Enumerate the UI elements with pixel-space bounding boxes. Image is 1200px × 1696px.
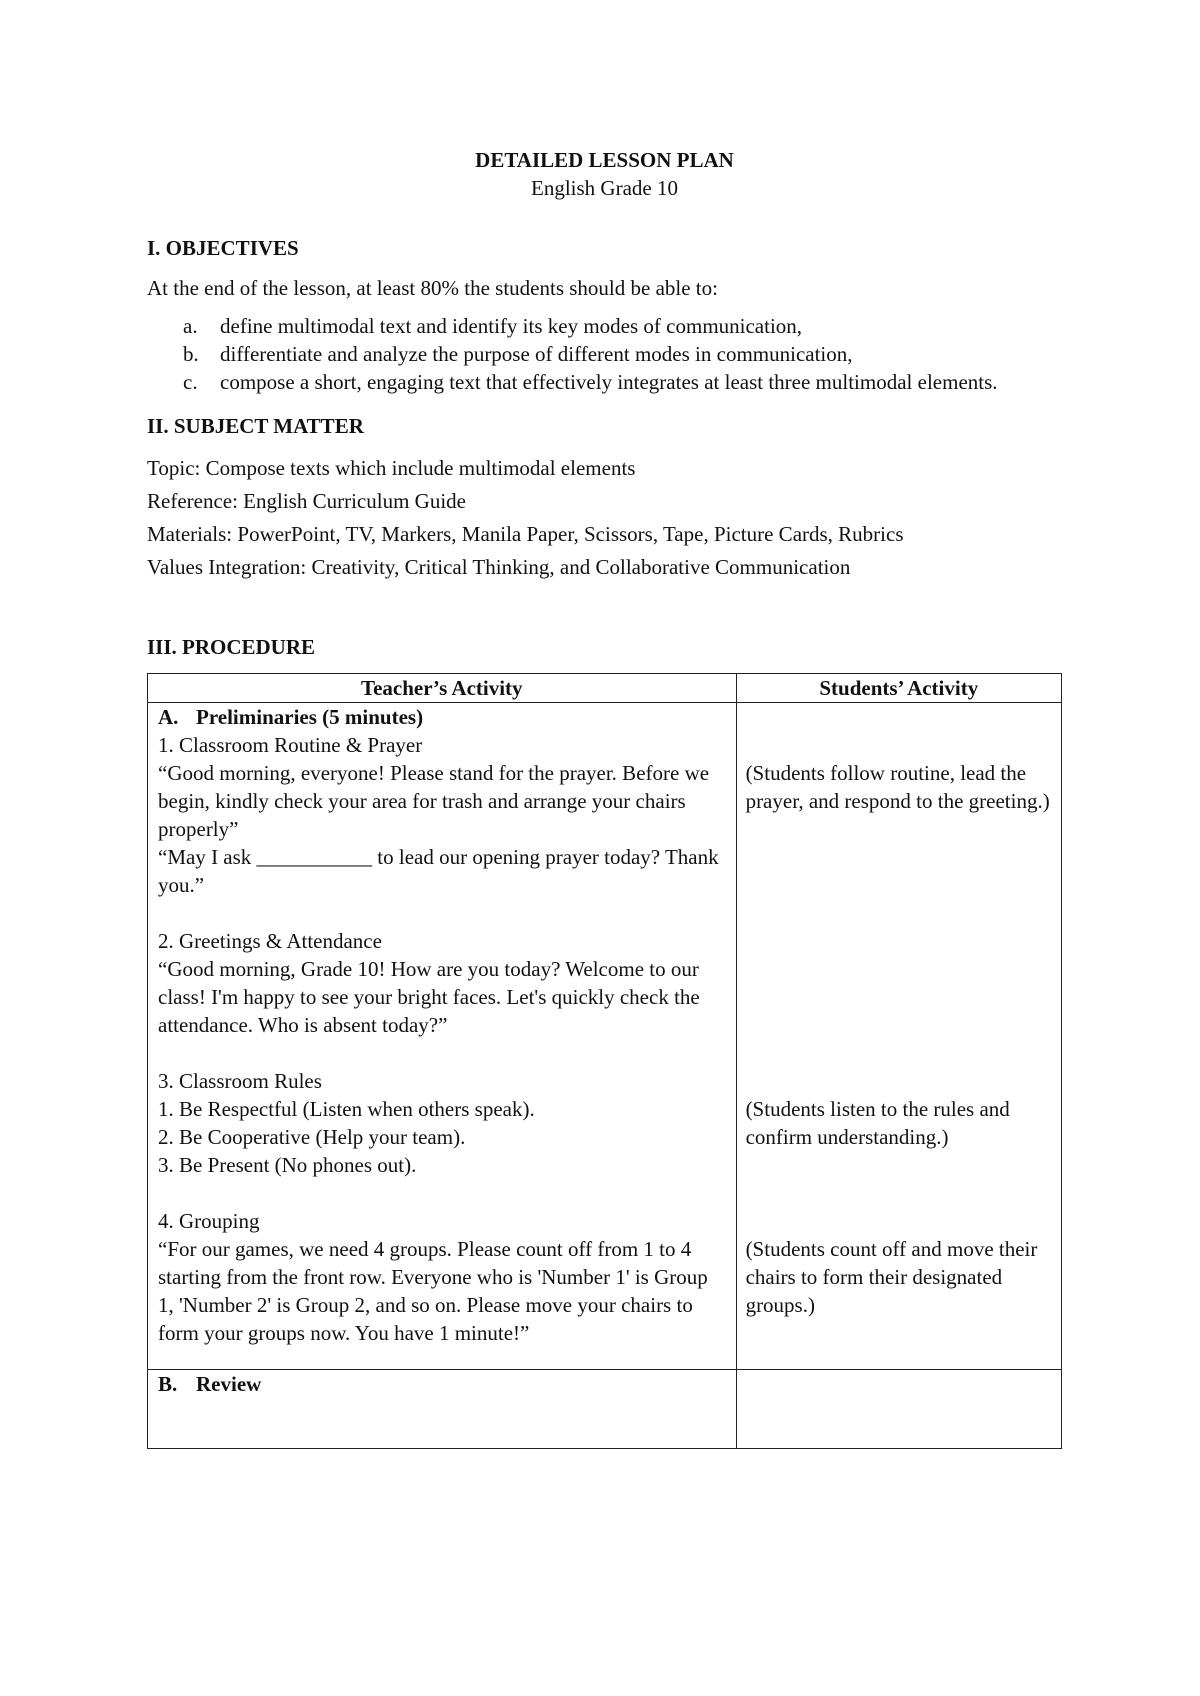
objective-item bbox=[147, 340, 1062, 368]
section-b-letter: B. bbox=[158, 1372, 178, 1396]
objective-marker: c. bbox=[183, 370, 198, 394]
rule-item: 2. Be Cooperative (Help your team). bbox=[158, 1125, 466, 1149]
subject-reference: Reference: English Curriculum Guide bbox=[147, 489, 466, 513]
lesson-plan-page bbox=[147, 140, 1062, 1449]
routine-prayer-request: “May I ask ___________ to lead our opening prayer today? Thank you.” bbox=[158, 845, 719, 897]
students-activity-cell bbox=[736, 703, 1061, 1370]
table-row bbox=[148, 703, 1062, 1370]
teacher-activity-header: Teacher’s Activity bbox=[148, 674, 737, 703]
objectives-list bbox=[147, 312, 1062, 396]
procedure-table bbox=[147, 673, 1062, 1449]
subject-values: Values Integration: Creativity, Critical Thinking, and Collaborative Communication bbox=[147, 555, 851, 579]
table-row bbox=[148, 1370, 1062, 1449]
greetings-text: “Good morning, Grade 10! How are you today? Welcome to our class! I'm happy to see your bright faces. Let's quickly check the attendance. Who is absent today?” bbox=[158, 957, 700, 1037]
section-a-title: Preliminaries (5 minutes) bbox=[196, 705, 424, 729]
subject-matter-block bbox=[147, 452, 1062, 584]
students-activity-header: Students’ Activity bbox=[736, 674, 1061, 703]
routine-title: 1. Classroom Routine & Prayer bbox=[158, 733, 423, 757]
greetings-title: 2. Greetings & Attendance bbox=[158, 929, 382, 953]
grouping-title: 4. Grouping bbox=[158, 1209, 260, 1233]
teacher-activity-cell bbox=[148, 1370, 737, 1449]
students-activity-cell bbox=[736, 1370, 1061, 1449]
subject-materials: Materials: PowerPoint, TV, Markers, Manila Paper, Scissors, Tape, Picture Cards, Rubrics bbox=[147, 522, 904, 546]
subject-topic: Topic: Compose texts which include multimodal elements bbox=[147, 456, 636, 480]
student-response-grouping: (Students count off and move their chairs to form their designated groups.) bbox=[745, 1237, 1038, 1317]
objective-text: define multimodal text and identify its key modes of communication, bbox=[220, 314, 803, 338]
teacher-activity-cell bbox=[148, 703, 737, 1370]
grouping-text: “For our games, we need 4 groups. Please count off from 1 to 4 starting from the front row. Everyone who is 'Number 1' is Group 1, 'Number 2' is Group 2, and so on. Please move your chairs to form your groups now. You have 1 minute!” bbox=[158, 1237, 708, 1345]
section-a-letter: A. bbox=[158, 705, 179, 729]
student-response-rules: (Students listen to the rules and confirm understanding.) bbox=[745, 1097, 1010, 1149]
student-response-routine: (Students follow routine, lead the prayer, and respond to the greeting.) bbox=[745, 761, 1050, 813]
section-b-title: Review bbox=[196, 1372, 262, 1396]
section-b-heading bbox=[158, 1370, 728, 1398]
subject-matter-heading: II. SUBJECT MATTER bbox=[147, 414, 364, 438]
rule-item: 3. Be Present (No phones out). bbox=[158, 1153, 417, 1177]
rule-item: 1. Be Respectful (Listen when others speak). bbox=[158, 1097, 535, 1121]
routine-instruction: “Good morning, everyone! Please stand for the prayer. Before we begin, kindly check your area for trash and arrange your chairs properly” bbox=[158, 761, 710, 841]
objectives-heading: I. OBJECTIVES bbox=[147, 236, 299, 260]
section-a-heading bbox=[158, 703, 728, 731]
table-header-row bbox=[148, 674, 1062, 703]
document-subtitle: English Grade 10 bbox=[531, 176, 678, 200]
objective-text: compose a short, engaging text that effectively integrates at least three multimodal elements. bbox=[220, 370, 998, 394]
objective-text: differentiate and analyze the purpose of different modes in communication, bbox=[220, 342, 853, 366]
rules-title: 3. Classroom Rules bbox=[158, 1069, 322, 1093]
objective-item bbox=[147, 312, 1062, 340]
objective-marker: b. bbox=[183, 342, 199, 366]
objective-marker: a. bbox=[183, 314, 198, 338]
document-title: DETAILED LESSON PLAN bbox=[475, 148, 734, 172]
objective-item bbox=[147, 368, 1062, 396]
procedure-heading: III. PROCEDURE bbox=[147, 635, 316, 659]
objectives-intro: At the end of the lesson, at least 80% the students should be able to: bbox=[147, 276, 718, 300]
